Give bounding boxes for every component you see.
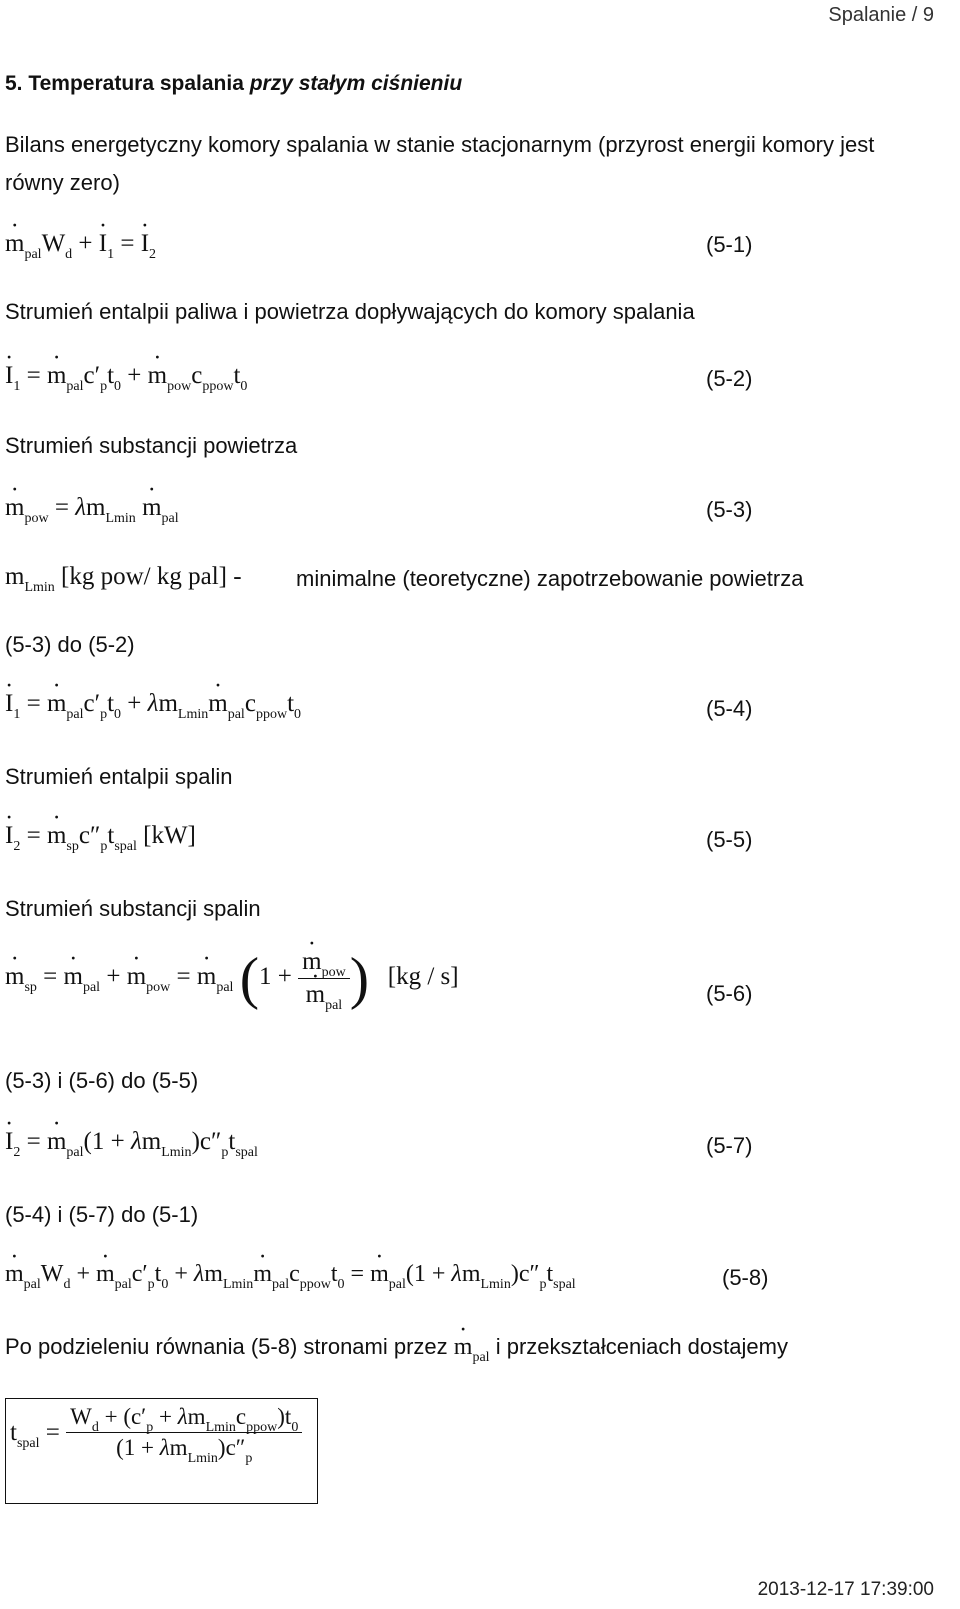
paragraph-subst-53-56-55: (5-3) i (5-6) do (5-5) — [5, 1068, 199, 1093]
equation-label-5-2: (5-2) — [706, 366, 753, 391]
equation-label-5-6: (5-6) — [706, 981, 753, 1006]
section-heading — [5, 72, 462, 96]
paragraph-flue-enthalpy: Strumień entalpii spalin — [5, 764, 233, 789]
equation-label-5-4: (5-4) — [706, 696, 753, 721]
equation-5-7: · $I_2$ = · $m_{pal}(1 + \lambda m_{Lmin})c''_pt_{spal}$ — [5, 1128, 258, 1156]
equation-label-5-5: (5-5) — [706, 827, 753, 852]
equation-5-1: · $m_{pal}W_d$ + · $I_1$ = · $I_2$ — [5, 230, 156, 258]
page-number: Spalanie / 9 — [828, 4, 934, 26]
paragraph-flue-substance: Strumień substancji spalin — [5, 896, 261, 921]
equation-label-5-7: (5-7) — [706, 1133, 753, 1158]
section-title: Temperatura spalania — [28, 72, 244, 95]
section-number: 5. — [5, 72, 23, 95]
paragraph-division: Po podzieleniu równania (5-8) stronami przez · $m_{pal}$ i przekształceniach dostajemy — [5, 1334, 788, 1361]
equation-5-3: · $m_{pow} = \lambda m_{Lmin} \cdot m_{pal}$ — [5, 494, 179, 522]
unit-kg-s: [kg / s] — [387, 963, 459, 991]
equation-label-5-1: (5-1) — [706, 232, 753, 257]
unit-kW: [kW] — [143, 822, 196, 849]
paragraph-division-start: Po podzieleniu równania (5-8) stronami przez — [5, 1334, 448, 1359]
final-formula: $t_{spal}$ = $\frac{W_d + (c'_p + \lambda m_{Lmin}c_{ppow})t_0}{(1 + \lambda m_{Lmin})c''_p}$ — [10, 1404, 302, 1461]
mLmin-unit: [kg pow/ kg pal] - — [61, 563, 242, 590]
equation-label-5-8: (5-8) — [722, 1265, 769, 1290]
mLmin-description: minimalne (teoretyczne) zapotrzebowanie powietrza — [296, 566, 804, 591]
paragraph-division-end: i przekształceniach dostajemy — [495, 1334, 788, 1359]
section-title-italic: przy stałym ciśnieniu — [249, 72, 463, 95]
equation-5-5: · $I_2$ = · $m_{sp}c''_pt_{spal}$ [kW] — [5, 822, 196, 850]
equation-label-5-3: (5-3) — [706, 497, 753, 522]
equation-5-8: · $m_{pal}W_d$ + · $m_{pal}c'_pt_0 + \lambda m_{Lmin}\cdot m_{pal}c_{ppow}t_0$ = · $m_{pal}(1 + \lambda m_{Lmin})c''_pt_{spal}$ — [5, 1261, 576, 1288]
mLmin-definition: $m_{Lmin}$ [kg pow/ kg pal] - — [5, 563, 242, 595]
equation-5-2: · $I_1$ = · $m_{pal}c'_pt_0$ + · $m_{pow}c_{ppow}t_0$ — [5, 362, 247, 390]
paragraph-energy-balance: Bilans energetyczny komory spalania w stanie stacjonarnym (przyrost energii komory jest — [5, 132, 875, 157]
paragraph-subst-53-52: (5-3) do (5-2) — [5, 632, 135, 657]
footer-timestamp: 2013-12-17 17:39:00 — [757, 1579, 934, 1600]
equation-5-6: · $m_{sp}$ = · $m_{pal}$ + · $m_{pow}$ = · $m_{pal}$ (1 + · $m_{pow}$ · $m_{pal}$ ) [kg / s] — [5, 948, 459, 1009]
equation-5-4: · $I_1$ = · $m_{pal}c'_pt_0 + \lambda m_{Lmin}\cdot m_{pal}c_{ppow}t_0$ — [5, 690, 301, 718]
paragraph-enthalpy-fuel-air: Strumień entalpii paliwa i powietrza dopływających do komory spalania — [5, 299, 695, 324]
paragraph-subst-54-57-51: (5-4) i (5-7) do (5-1) — [5, 1202, 199, 1227]
paragraph-air-substance: Strumień substancji powietrza — [5, 433, 298, 458]
paragraph-energy-balance-cont: równy zero) — [5, 170, 120, 195]
